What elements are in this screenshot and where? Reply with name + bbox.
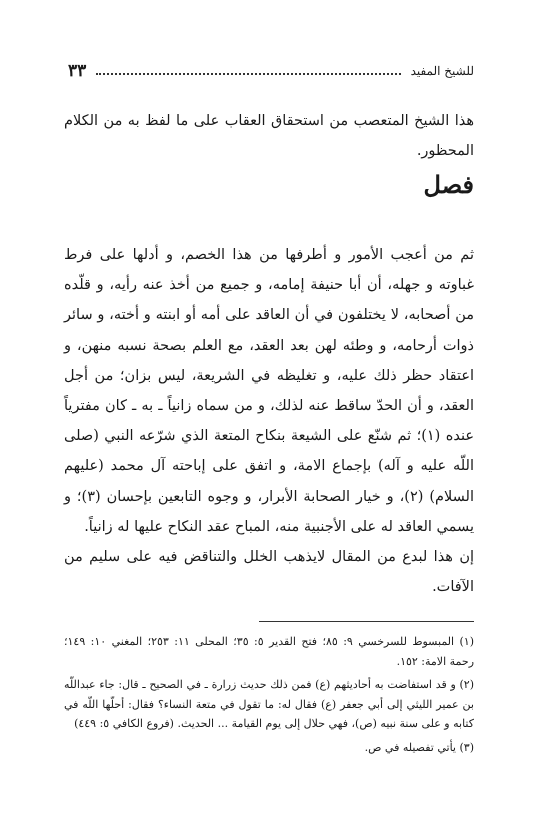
intro-paragraph: هذا الشيخ المتعصب من استحقاق العقاب على ما لفظ به من الكلام المحظور. <box>64 113 474 159</box>
running-header <box>68 58 474 84</box>
footnote-1: (١) المبسوط للسرخسي ٩: ٨٥؛ فتح القدير ٥: ٣٥؛ المحلى ١١: ٢٥٣؛ المغني ١٠: ١٤٩؛ رحمة الامة: ١٥٢. <box>64 635 475 668</box>
body-paragraph: إن هذا لبدع من المقال لايذهب الخلل والتناقض فيه على سليم من الآفات. <box>64 549 474 596</box>
page-number: ٣٣ <box>68 61 87 81</box>
main-text <box>64 240 474 602</box>
header-dot-leader <box>96 73 400 75</box>
footnote-separator <box>259 621 474 622</box>
footnote-3: (٣) يأتي تفصيله في ص. <box>364 740 474 754</box>
footnotes <box>64 632 474 761</box>
section-heading: فصل <box>423 170 474 199</box>
footnote-2: (٢) و قد استفاضت به أحاديثهم (ع) فمن ذلك حديث زرارة ـ في الصحيح ـ قال: جاء عبداللّه بن عمير الليثي إلى أبي جعفر (ع) فقال له: ما تقول في متعة النساء؟ فقال: أحلّها اللّه في كتابه و على سنة نبيه (ص)، فهي حلال إلى يوم القيامة ... الحديث. (فروع الكافي ٥: ٤٤٩) <box>64 678 474 730</box>
body-paragraph: ثم من أعجب الأمور و أطرفها من هذا الخصم، و أدلها على فرط غباوته و جهله، أن أبا حنيفة إمامه، و جميع من أخذ عنه رأيه، و قلّده من أصحابه، لا يختلفون في أن العاقد على أمه أو ابنته و أخته، و سائر ذوات أرحامه، و وطئه لهن بعد العقد، مع العلم بصحة نسبه منهن، و اعتقاد حظر ذلك عليه، و تغليظه في الشريعة، ليس بزان؛ من أجل العقد، و أن الحدّ ساقط عنه لذلك، و من سماه زانياً ـ به ـ كان مفترياً عنده (١)؛ ثم شنّع على الشيعة بنكاح المتعة الذي شرّعه النبي (صلى اللّه عليه و آله) بإجماع الامة، و اتفق على إباحته آل محمد (عليهم السلام) (٢)، و خيار الصحابة الأبرار، و وجوه التابعين بإحسان (٣)؛ و يسمي العاقد له على الأجنبية منه، المباح عقد النكاح عليها له زانياً. <box>64 247 474 535</box>
running-header-author: للشيخ المفيد <box>410 64 474 78</box>
